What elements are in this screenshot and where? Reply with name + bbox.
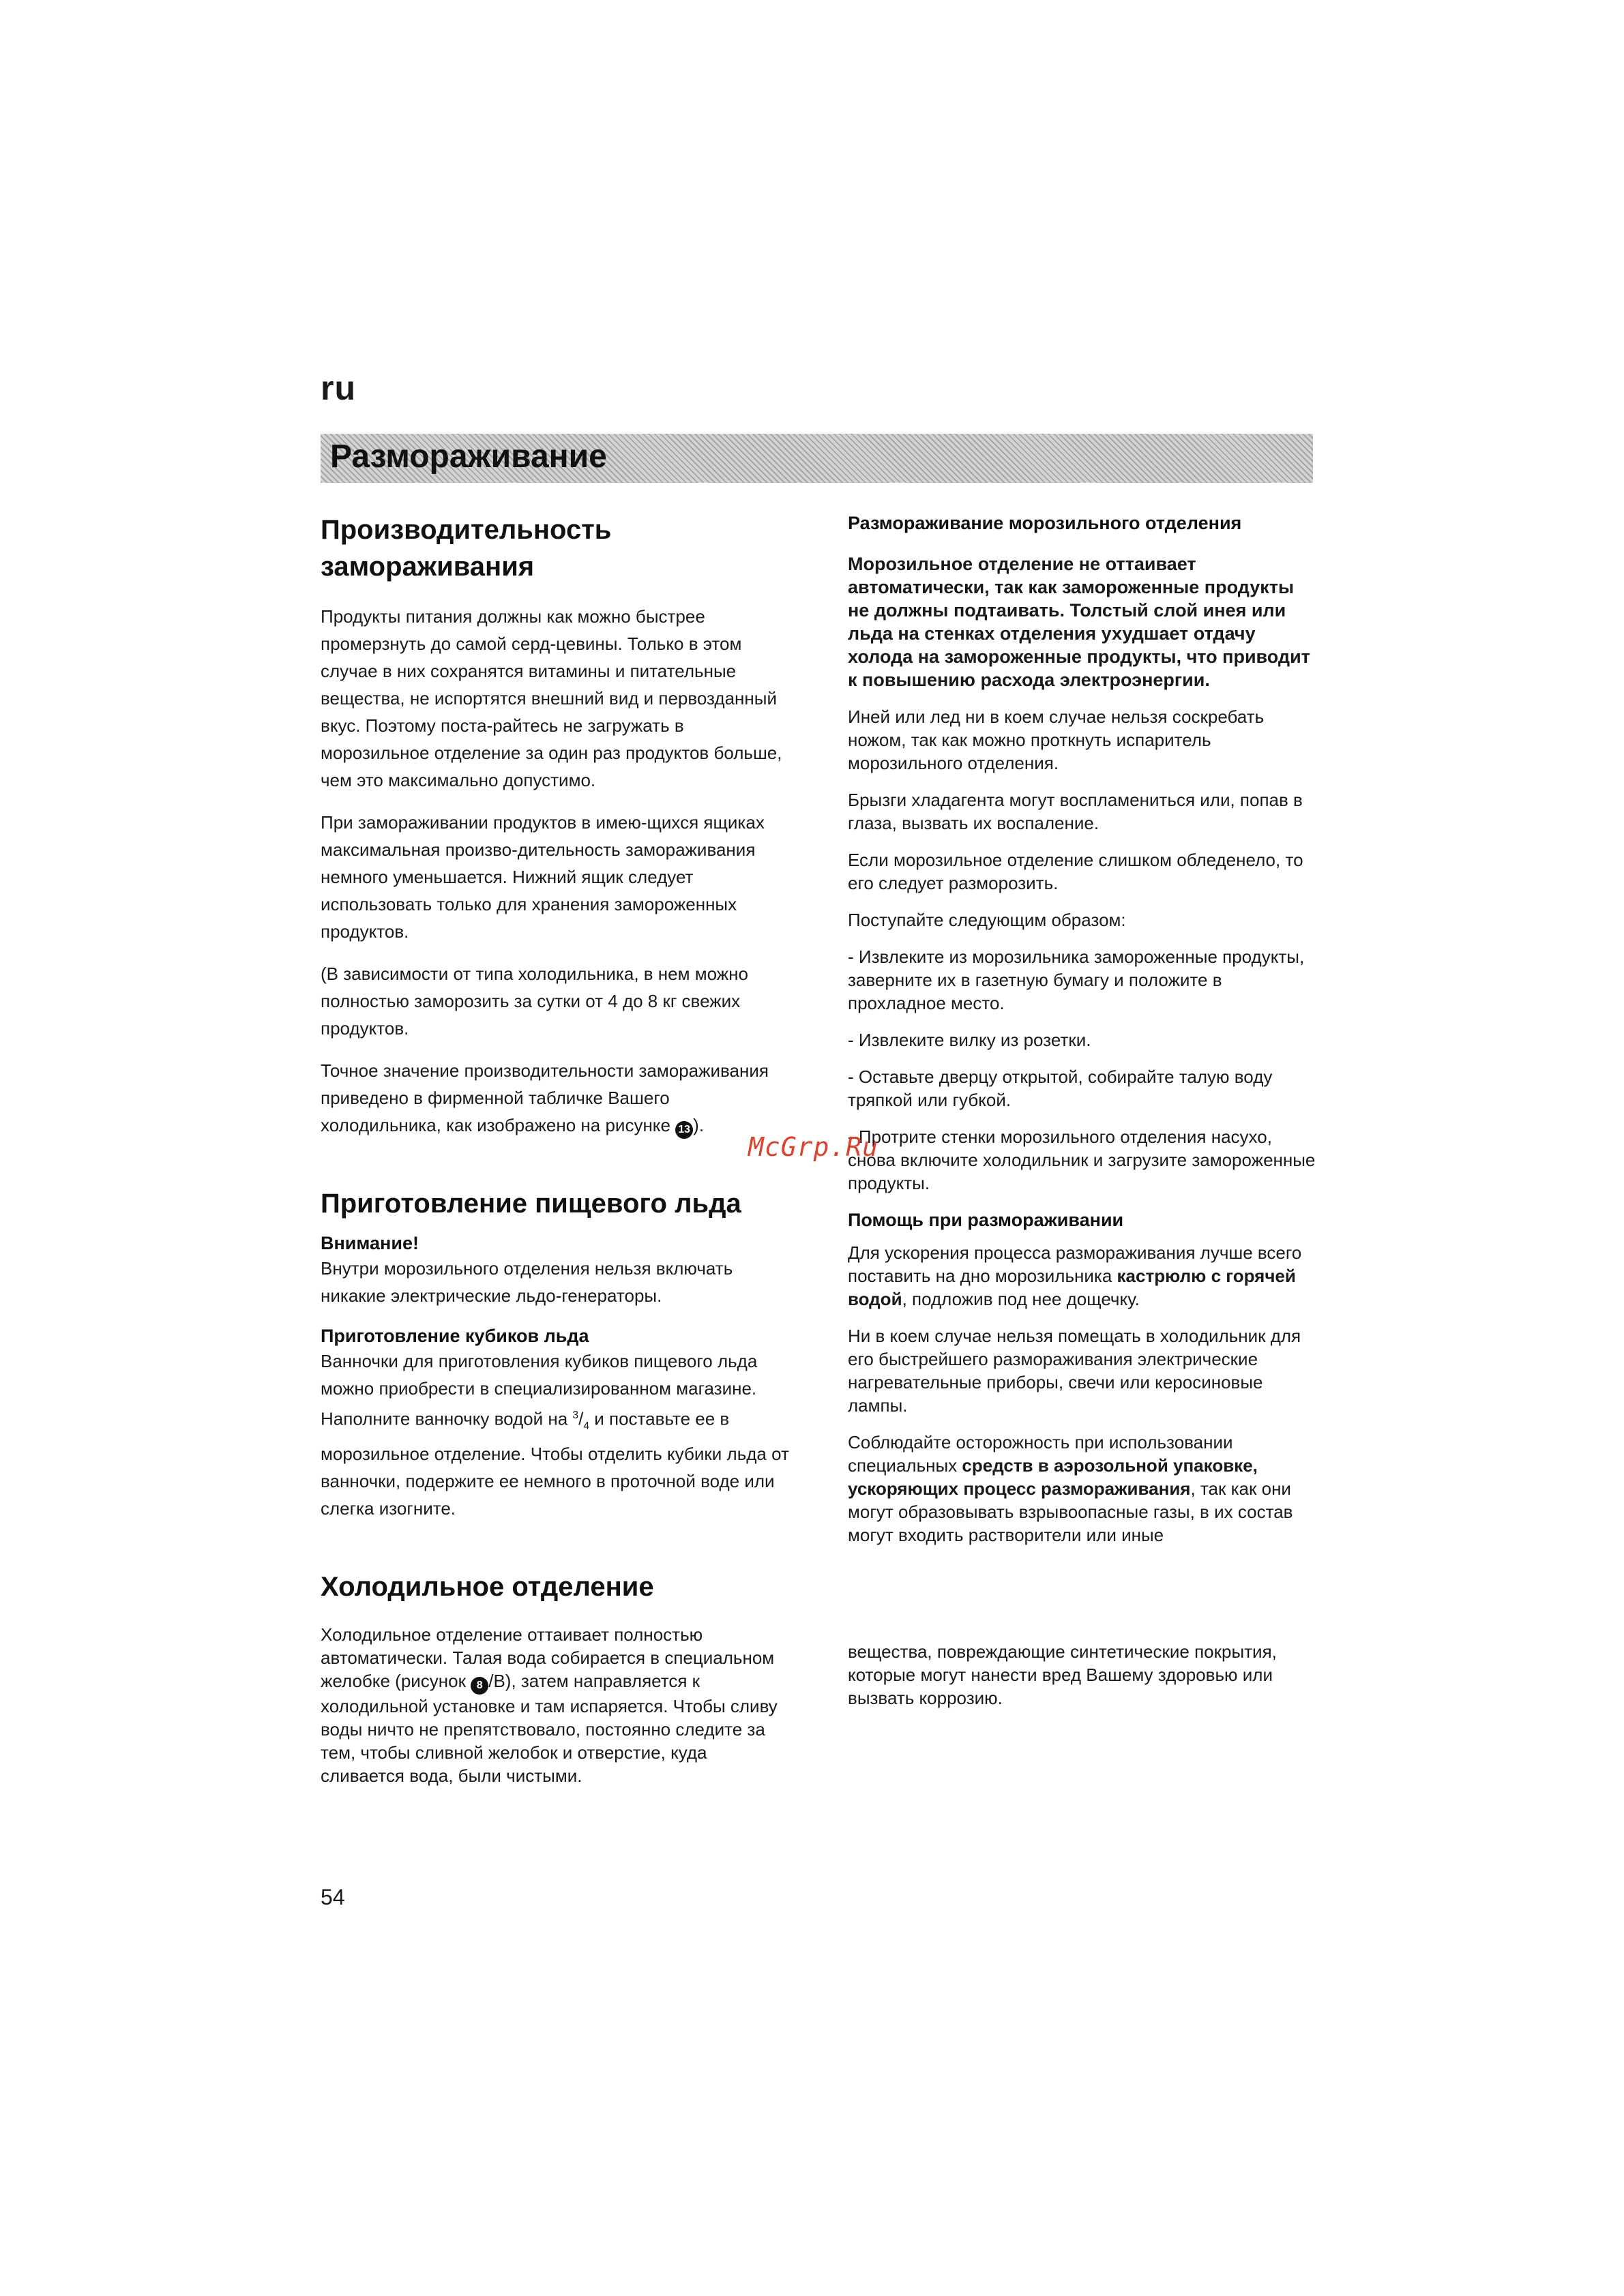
heading-defrost-freezer: Размораживание морозильного отделения	[848, 513, 1242, 533]
heading-defrost-help: Помощь при размораживании	[848, 1210, 1124, 1230]
paragraph-text: , подложив под нее дощечку.	[902, 1289, 1140, 1309]
paragraph: Поступайте следующим образом:	[848, 910, 1126, 930]
paragraph-text: Ванночки для приготовления кубиков пищевого льда можно приобрести в специализированном магазине. Наполните ванночку водой на	[321, 1351, 758, 1429]
paragraph-text: Соблюдайте осторожность при использовании специальных	[848, 1432, 1233, 1476]
paragraph: (В зависимости от типа холодильника, в нем можно полностью заморозить за сутки от 4 до 8 кг свежих продуктов.	[321, 964, 748, 1039]
section-title: Размораживание	[330, 438, 607, 475]
paragraph	[848, 1241, 1318, 1311]
right-column-continued	[848, 1640, 1318, 1723]
page-number: 54	[321, 1885, 345, 1909]
paragraph: Иней или лед ни в коем случае нельзя соскребать ножом, так как можно проткнуть испаритель морозильного отделения.	[848, 706, 1265, 773]
paragraph-text: Точное значение производительности замораживания приведено в фирменной табличке Вашего холодильника, как изображено на рисунке	[321, 1060, 769, 1135]
paragraph-text: Холодильное отделение оттаивает полностью автоматически. Талая вода собирается в специальном желобке (рисунок	[321, 1624, 775, 1691]
paragraph: Если морозильное отделение слишком обледенело, то его следует разморозить.	[848, 850, 1303, 893]
paragraph	[321, 1057, 791, 1139]
step-item: - Протрите стенки морозильного отделения насухо, снова включите холодильник и загрузите замороженные продукты.	[848, 1127, 1316, 1193]
section-banner	[321, 434, 1313, 483]
paragraph-text: Для ускорения процесса размораживания лучше всего поставить на дно морозильника	[848, 1242, 1302, 1286]
heading-ice-making: Приготовление пищевого льда	[321, 1189, 741, 1219]
paragraph: вещества, повреждающие синтетические покрытия, которые могут нанести вред Вашему здоровью или вызвать коррозию.	[848, 1641, 1277, 1708]
paragraph: Ни в коем случае нельзя помещать в холодильник для его быстрейшего размораживания электрические нагревательные приборы, свечи или керосиновые лампы.	[848, 1326, 1301, 1416]
figure-ref-icon: 8	[471, 1677, 488, 1695]
watermark: McGrp.Ru	[748, 1132, 879, 1162]
paragraph: Внутри морозильного отделения нельзя включать никакие электрические льдо-генераторы.	[321, 1258, 733, 1306]
paragraph-text: и поставьте ее в морозильное отделение. Чтобы отделить кубики льда от ванночки, подержите ее немного в проточной воде или слегка изогните.	[321, 1408, 789, 1519]
paragraph: Брызги хладагента могут воспламениться или, попав в глаза, вызвать их воспаление.	[848, 790, 1303, 833]
heading-freezing-capacity: Производительность замораживания	[321, 515, 612, 582]
right-column	[848, 511, 1318, 1560]
paragraph: При замораживании продуктов в имею-щихся ящиках максимальная произво-дительность замораживания немного уменьшается. Нижний ящик следует использовать только для хранения замороженных продуктов.	[321, 812, 765, 942]
paragraph	[848, 1431, 1318, 1547]
step-item: - Извлеките вилку из розетки.	[848, 1030, 1091, 1050]
heading-fridge-compartment: Холодильное отделение	[321, 1571, 654, 1602]
heading-ice-cubes: Приготовление кубиков льда	[321, 1326, 589, 1346]
paragraph-text: /B), затем направляется к холодильной установке и там испаряется. Чтобы сливу воды ничто не препятствовало, постоянно следите за тем, чтобы сливной желобок и отверстие, куда сливается вода, были чистыми.	[321, 1670, 778, 1786]
paragraph: Продукты питания должны как можно быстрее промерзнуть до самой серд-цевины. Только в этом случае в них сохранятся витамины и питательные вещества, не испортятся внешний вид и первозданный вкус. Поэтому поста-райтесь не загружать в морозильное отделение за один раз продуктов больше, чем это максимально допустимо.	[321, 606, 782, 790]
language-code: ru	[321, 369, 356, 407]
paragraph: Ванночки для приготовления кубиков пищевого льда можно приобрести в специализированном магазине. Наполните ванночку водой на $^3/_4$ и поставьте ее в морозильное отделение. Чтобы отделить кубики льда от ванночки, подержите ее немного в проточной воде или слегка изогните.	[321, 1351, 789, 1519]
figure-ref-icon: 13	[675, 1121, 693, 1139]
heading-attention: Внимание!	[321, 1233, 419, 1253]
paragraph	[321, 1623, 791, 1787]
lead-paragraph: Морозильное отделение не оттаивает автоматически, так как замороженные продукты не должны подтаивать. Толстый слой инея или льда на стенках отделения ухудшает отдачу холода на замороженные продукты, что приводит к повышению расхода электроэнергии.	[848, 554, 1310, 690]
step-item: - Извлеките из морозильника замороженные продукты, заверните их в газетную бумагу и положите в прохладное место.	[848, 946, 1305, 1013]
paragraph-text: , так как они могут образовывать взрывоопасные газы, в их состав могут входить растворители или иные	[848, 1478, 1293, 1545]
step-item: - Оставьте дверцу открытой, собирайте талую воду тряпкой или губкой.	[848, 1067, 1273, 1110]
paragraph-text: ).	[693, 1115, 705, 1135]
emphasis-text: кастрюлю с горячей водой	[848, 1266, 1296, 1309]
emphasis-text: средств в аэрозольной упаковке, ускоряющих процесс размораживания	[848, 1455, 1258, 1499]
left-column	[321, 511, 791, 1802]
fraction-numerator: 3	[572, 1410, 579, 1421]
fraction-denominator: 4	[583, 1420, 590, 1432]
